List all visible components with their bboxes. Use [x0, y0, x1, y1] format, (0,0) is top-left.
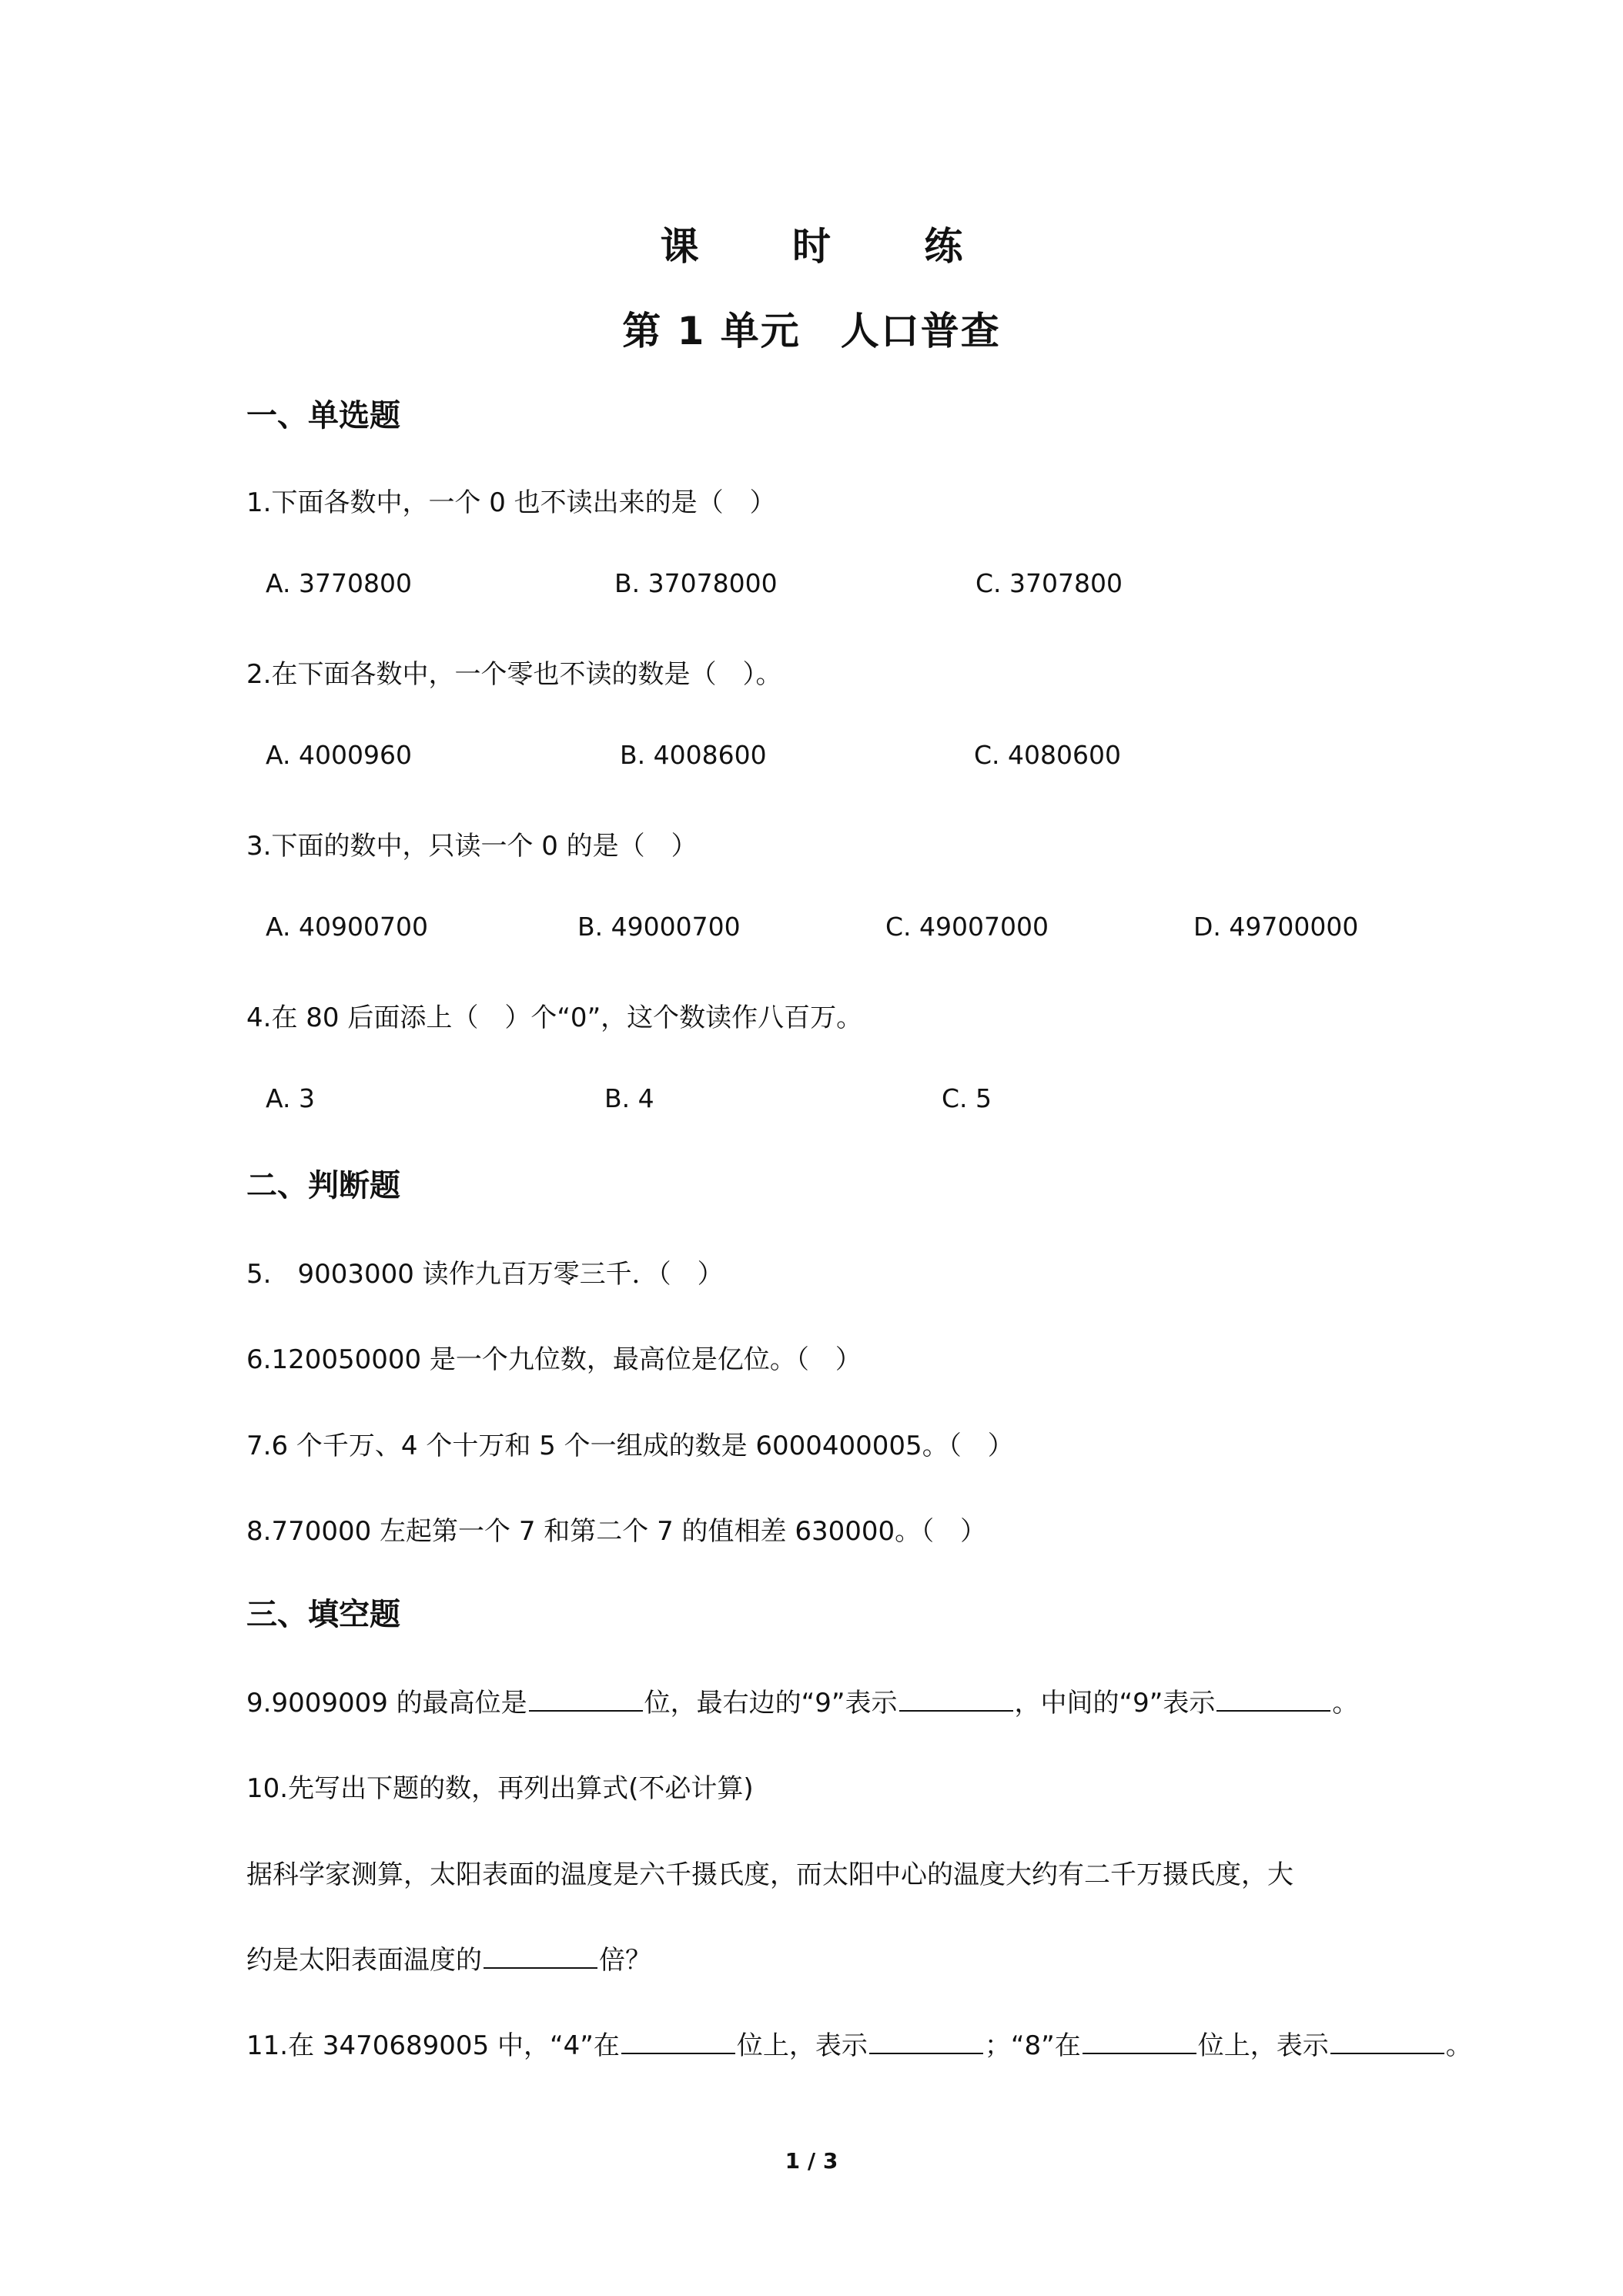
- q1-option-a: A. 3770800: [266, 568, 412, 598]
- q9-blank-1[interactable]: [529, 1687, 643, 1712]
- q2-option-c: C. 4080600: [974, 740, 1121, 770]
- page-number: 1 / 3: [785, 2148, 838, 2174]
- q10-part-1: 约是太阳表面温度的: [246, 1945, 482, 1976]
- q10-blank[interactable]: [484, 1944, 597, 1969]
- worksheet-title: 课 时 练: [660, 224, 1003, 269]
- q4-option-a: A. 3: [266, 1083, 315, 1113]
- q11-part-2: 位上，表示: [736, 2030, 868, 2061]
- section-single-choice: 一、单选题: [246, 398, 400, 433]
- section-fill-blank: 三、填空题: [246, 1597, 400, 1632]
- question-9: [246, 1682, 1358, 1719]
- q11-part-4: 位上，表示: [1197, 2030, 1329, 2061]
- q10-part-2: 倍？: [599, 1945, 651, 1976]
- question-10-ask: [246, 1939, 651, 1976]
- question-11: [246, 2024, 1472, 2062]
- q11-part-3: ；“8”在: [984, 2030, 1081, 2061]
- question-3: 3.下面的数中，只读一个 0 的是（ ）: [246, 831, 698, 862]
- q2-option-b: B. 4008600: [620, 740, 767, 770]
- q1-option-c: C. 3707800: [975, 568, 1123, 598]
- q9-part-2: 位，最右边的“9”表示: [644, 1688, 898, 1719]
- q4-option-c: C. 5: [942, 1083, 992, 1113]
- q11-part-5: 。: [1445, 2030, 1472, 2061]
- q11-blank-3[interactable]: [1083, 2030, 1196, 2054]
- question-4: 4.在 80 后面添上（ ）个“0”，这个数读作八百万。: [246, 1002, 863, 1033]
- question-1: 1.下面各数中，一个 0 也不读出来的是（ ）: [246, 487, 776, 518]
- section-true-false: 二、判断题: [246, 1168, 400, 1203]
- unit-title: 第 1 单元 人口普查: [622, 309, 1001, 353]
- q9-part-3: ，中间的“9”表示: [1014, 1688, 1216, 1719]
- question-10: 10.先写出下题的数，再列出算式(不必计算): [246, 1773, 754, 1804]
- q4-option-b: B. 4: [604, 1083, 654, 1113]
- q9-blank-3[interactable]: [1216, 1687, 1330, 1712]
- question-7: 7.6 个千万、4 个十万和 5 个一组成的数是 6000400005。（ ）: [246, 1431, 1014, 1461]
- q3-option-c: C. 49007000: [885, 912, 1049, 942]
- q1-option-b: B. 37078000: [614, 568, 778, 598]
- q9-part-1: 9.9009009 的最高位是: [246, 1688, 527, 1719]
- question-8: 8.770000 左起第一个 7 和第二个 7 的值相差 630000。（ ）: [246, 1516, 987, 1547]
- q9-part-4: 。: [1332, 1688, 1359, 1719]
- question-6: 6.120050000 是一个九位数，最高位是亿位。（ ）: [246, 1344, 862, 1375]
- question-2: 2.在下面各数中，一个零也不读的数是（ ）。: [246, 659, 782, 690]
- q9-blank-2[interactable]: [899, 1687, 1013, 1712]
- q11-blank-4[interactable]: [1330, 2030, 1444, 2054]
- question-10-body: 据科学家测算，太阳表面的温度是六千摄氏度，而太阳中心的温度大约有二千万摄氏度，大: [246, 1859, 1293, 1890]
- q11-blank-2[interactable]: [869, 2030, 983, 2054]
- q2-option-a: A. 4000960: [266, 740, 412, 770]
- q3-option-b: B. 49000700: [577, 912, 741, 942]
- q3-option-a: A. 40900700: [266, 912, 428, 942]
- q11-part-1: 11.在 3470689005 中，“4”在: [246, 2030, 620, 2061]
- q3-option-d: D. 49700000: [1193, 912, 1359, 942]
- q11-blank-1[interactable]: [621, 2030, 735, 2054]
- question-5: 5. 9003000 读作九百万零三千．（ ）: [246, 1259, 724, 1290]
